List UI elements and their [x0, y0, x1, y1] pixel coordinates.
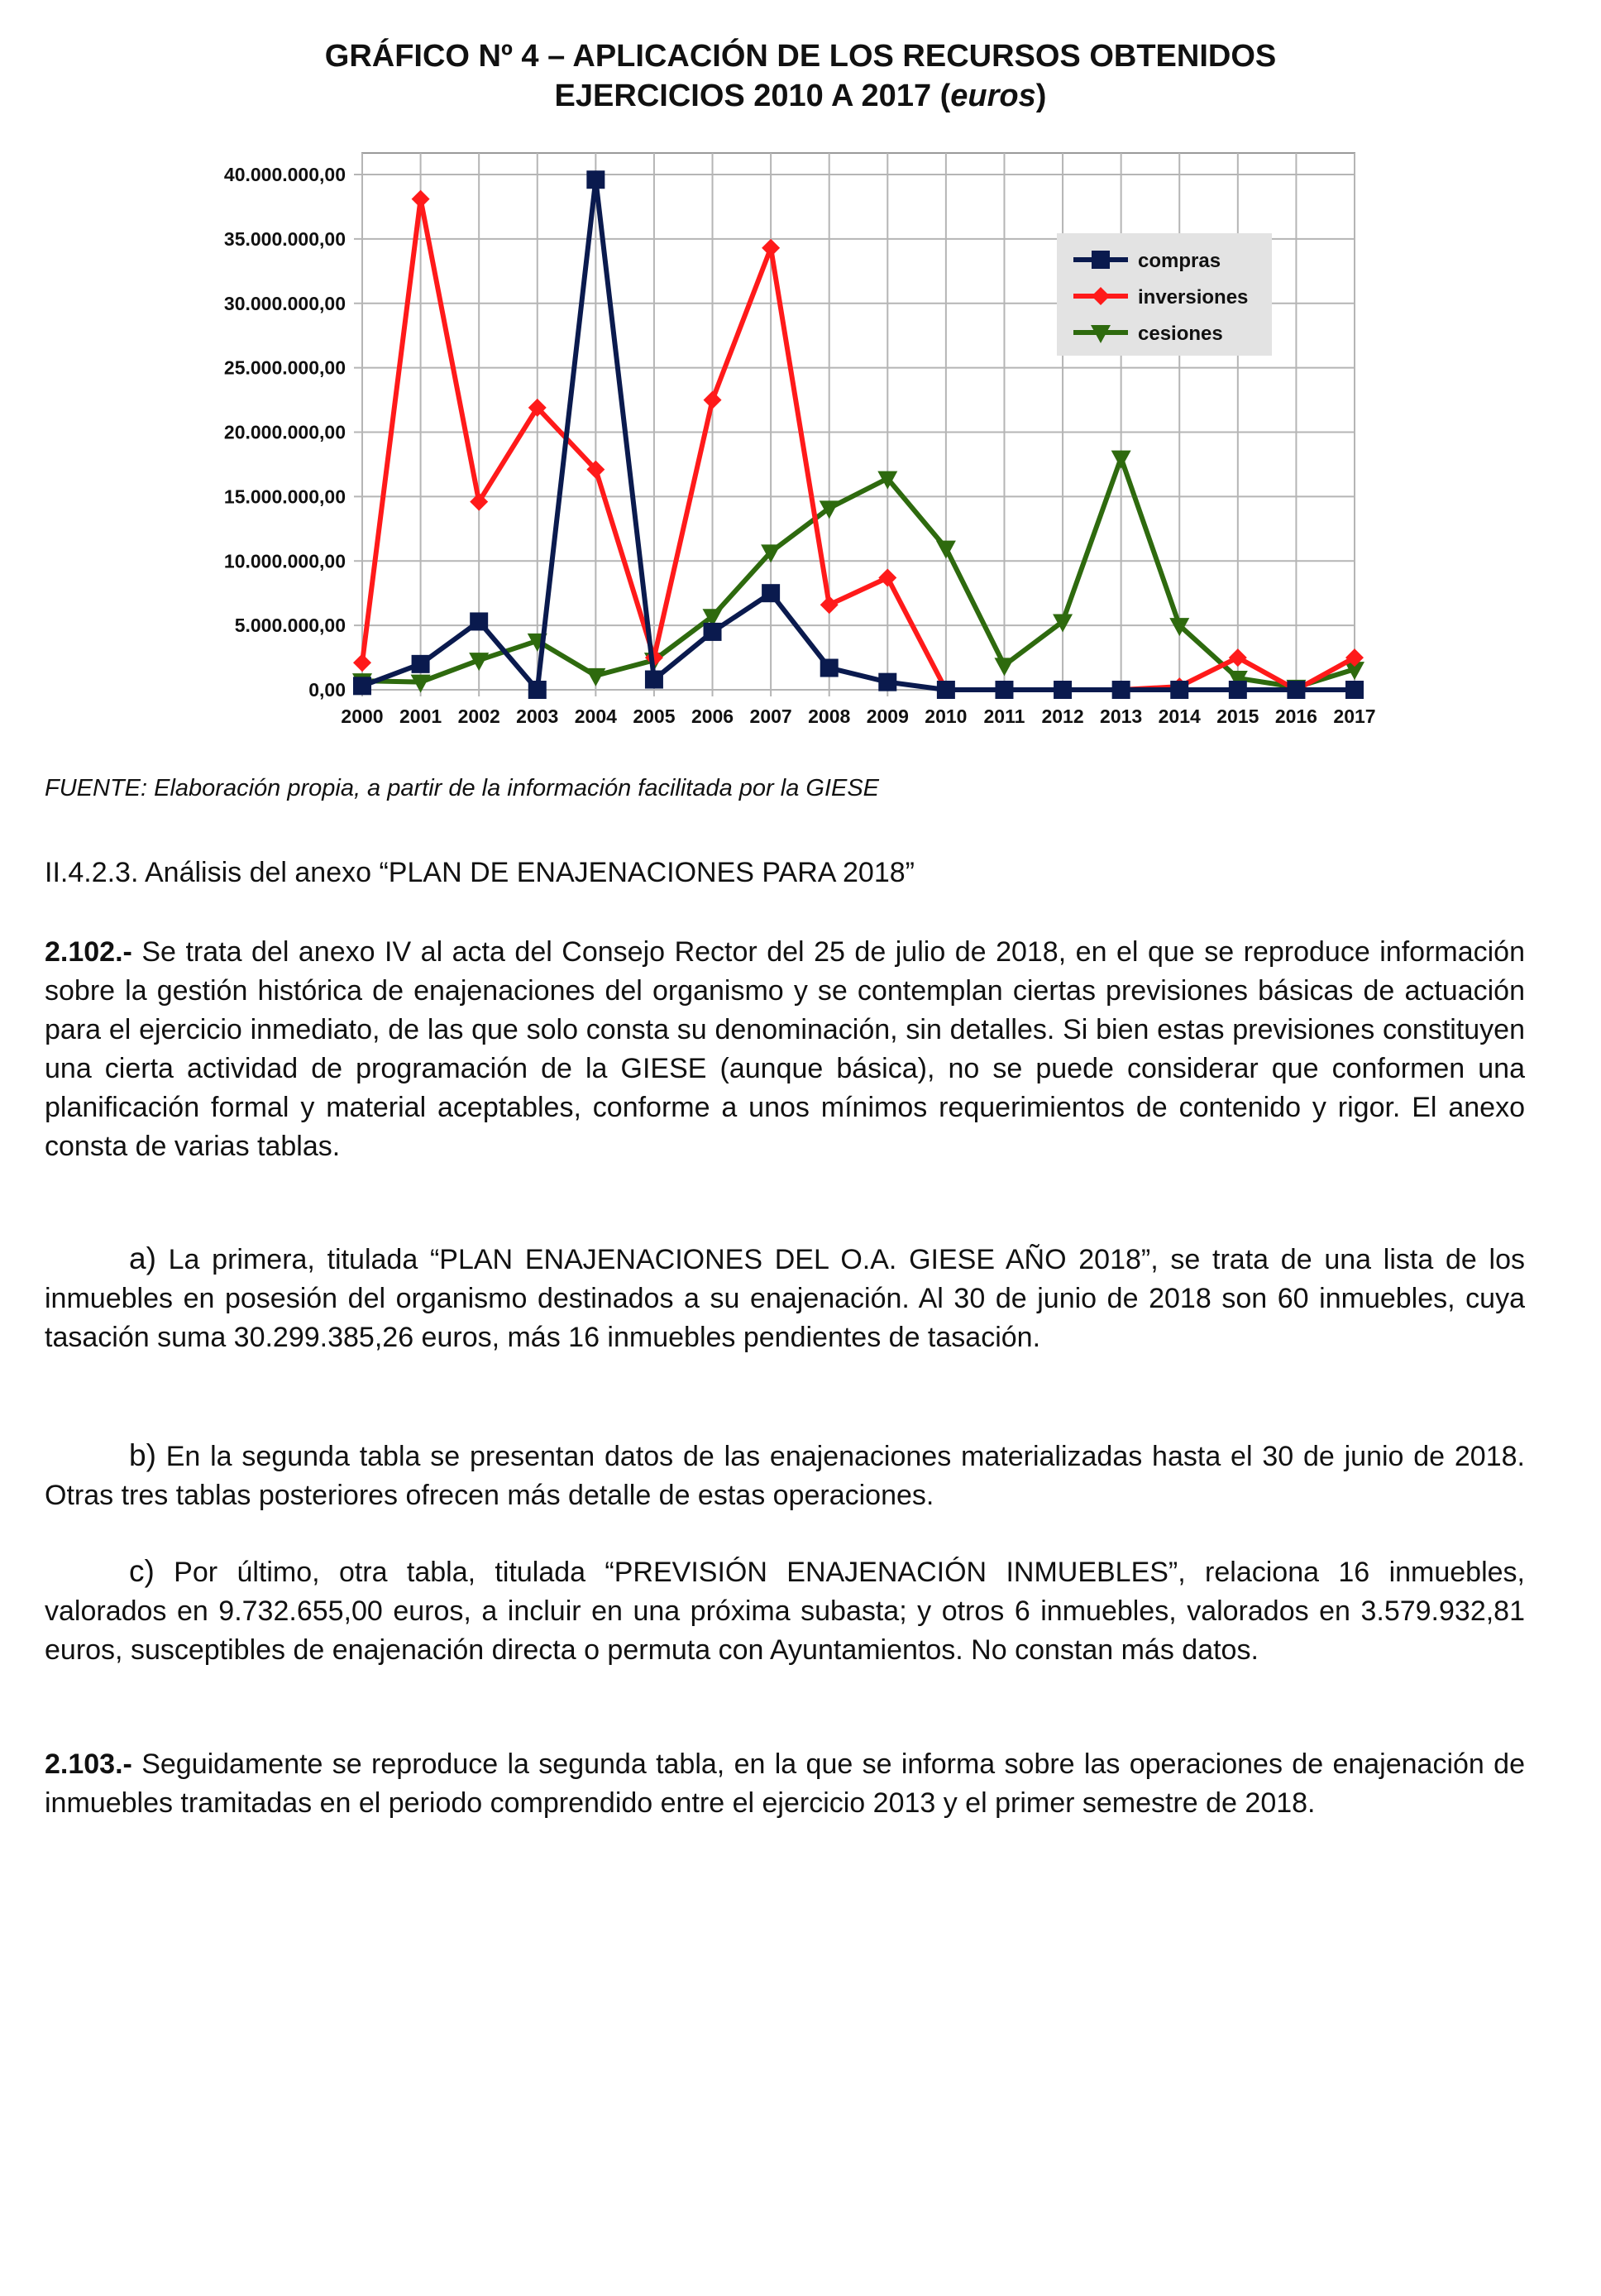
title-prefix: EJERCICIOS 2010 A 2017 ( [554, 79, 951, 113]
data-point-compras [645, 671, 663, 689]
paragraph-2-103 [45, 1745, 1525, 1823]
list-item-a [45, 1239, 1525, 1357]
legend-marker [1092, 251, 1110, 269]
figure-source-note: FUENTE: Elaboración propia, a partir de la información facilitada por la GIESE [45, 775, 880, 801]
y-tick-label: 0,00 [308, 679, 346, 701]
list-item-letter: a) [129, 1241, 156, 1275]
paragraph-text: Se trata del anexo IV al acta del Consejo Rector del 25 de julio de 2018, en el que se reproduce información sobre la gestión histórica de enajenaciones del organismo y se contemplan ciertas previsiones básicas de actuación para el ejercicio inmediato, de las que solo consta su denominación, sin detalles. Si bien estas previsiones constituyen una cierta actividad de programación de la GIESE (aunque básica), no se puede considerar que conformen una planificación formal y material aceptables, conforme a unos mínimos requerimientos de contenido y rigor. El anexo consta de varias tablas. [45, 936, 1525, 1162]
data-point-compras [995, 681, 1013, 699]
x-tick-label: 2015 [1216, 706, 1259, 727]
data-point-compras [586, 170, 605, 189]
line-chart [182, 141, 1406, 744]
list-item-text: La primera, titulada “PLAN ENAJENACIONES DEL O.A. GIESE AÑO 2018”, se trata de una lista de los inmuebles en posesión del organismo destinados a su enajenación. Al 30 de junio de 2018 son 60 inmuebles, cuya tasación suma 30.299.385,26 euros, más 16 inmuebles pendientes de tasación. [45, 1244, 1525, 1353]
y-tick-label: 35.000.000,00 [223, 227, 346, 250]
y-tick-label: 15.000.000,00 [223, 486, 346, 508]
y-tick-label: 40.000.000,00 [223, 164, 346, 185]
data-point-compras [1054, 681, 1072, 699]
x-tick-label: 2010 [925, 706, 968, 727]
x-tick-label: 2011 [983, 706, 1025, 727]
section-heading: II.4.2.3. Análisis del anexo “PLAN DE ENAJENACIONES PARA 2018” [45, 857, 915, 888]
legend-label: compras [1138, 250, 1221, 272]
data-point-compras [470, 612, 488, 630]
data-point-compras [704, 623, 722, 641]
data-point-compras [412, 655, 430, 673]
x-axis-ticks [341, 706, 1375, 727]
y-tick-label: 20.000.000,00 [223, 421, 346, 443]
x-tick-label: 2012 [1041, 706, 1084, 727]
data-point-compras [1345, 681, 1364, 699]
x-tick-label: 2007 [749, 706, 792, 727]
list-item-letter: b) [129, 1438, 156, 1472]
list-item-text: Por último, otra tabla, titulada “PREVISIÓN ENAJENACIÓN INMUEBLES”, relaciona 16 inmuebles, valorados en 9.732.655,00 euros, a incluir en una próxima subasta; y otros 6 inmuebles, valorados en 3.579.932,81 euros, susceptibles de enajenación directa o permuta con Ayuntamientos. No constan más datos. [45, 1557, 1525, 1666]
y-tick-label: 10.000.000,00 [223, 550, 346, 572]
x-tick-label: 2001 [399, 706, 442, 727]
x-tick-label: 2003 [516, 706, 559, 727]
x-tick-label: 2004 [574, 706, 617, 727]
paragraph-2-102 [45, 933, 1525, 1166]
list-item-letter: c) [129, 1554, 155, 1588]
data-point-compras [1170, 681, 1188, 699]
y-tick-label: 25.000.000,00 [223, 356, 346, 379]
data-point-compras [762, 584, 780, 602]
data-point-compras [1229, 681, 1247, 699]
legend-label: inversiones [1138, 286, 1249, 309]
paragraph-text: Seguidamente se reproduce la segunda tabla, en la que se informa sobre las operaciones de enajenación de inmuebles tramitadas en el periodo comprendido entre el ejercicio 2013 y el primer semestre de 2018. [45, 1748, 1525, 1819]
x-tick-label: 2005 [633, 706, 676, 727]
data-point-compras [1287, 681, 1305, 699]
y-tick-label: 30.000.000,00 [223, 292, 346, 314]
title-suffix: ) [1035, 79, 1047, 113]
x-tick-label: 2006 [691, 706, 734, 727]
data-point-compras [820, 659, 839, 677]
data-point-compras [353, 677, 371, 695]
figure-title-line-1: GRÁFICO Nº 4 – APLICACIÓN DE LOS RECURSOS OBTENIDOS [324, 39, 1277, 74]
y-tick-label: 5.000.000,00 [234, 615, 346, 637]
x-tick-label: 2008 [808, 706, 851, 727]
title-unit: euros [950, 79, 1036, 113]
data-point-compras [1112, 681, 1130, 699]
list-item-text: En la segunda tabla se presentan datos de las enajenaciones materializadas hasta el 30 de junio de 2018. Otras tres tablas posteriores ofrecen más detalle de estas operaciones. [45, 1441, 1525, 1511]
list-item-b [45, 1436, 1525, 1515]
data-point-compras [878, 673, 896, 691]
y-axis-ticks [224, 164, 346, 701]
x-tick-label: 2013 [1100, 706, 1143, 727]
chart-legend [1057, 233, 1272, 356]
paragraph-number: 2.102.- [45, 936, 132, 968]
list-item-c [45, 1552, 1525, 1670]
x-tick-label: 2017 [1333, 706, 1376, 727]
legend-label: cesiones [1138, 323, 1223, 345]
x-tick-label: 2009 [866, 706, 909, 727]
x-tick-label: 2000 [341, 706, 384, 727]
data-point-compras [937, 681, 955, 699]
data-point-compras [528, 681, 547, 699]
figure-title-line-2 [0, 76, 1601, 116]
x-tick-label: 2014 [1158, 706, 1201, 727]
paragraph-number: 2.103.- [45, 1748, 132, 1780]
x-tick-label: 2016 [1274, 706, 1317, 727]
x-tick-label: 2002 [457, 706, 500, 727]
